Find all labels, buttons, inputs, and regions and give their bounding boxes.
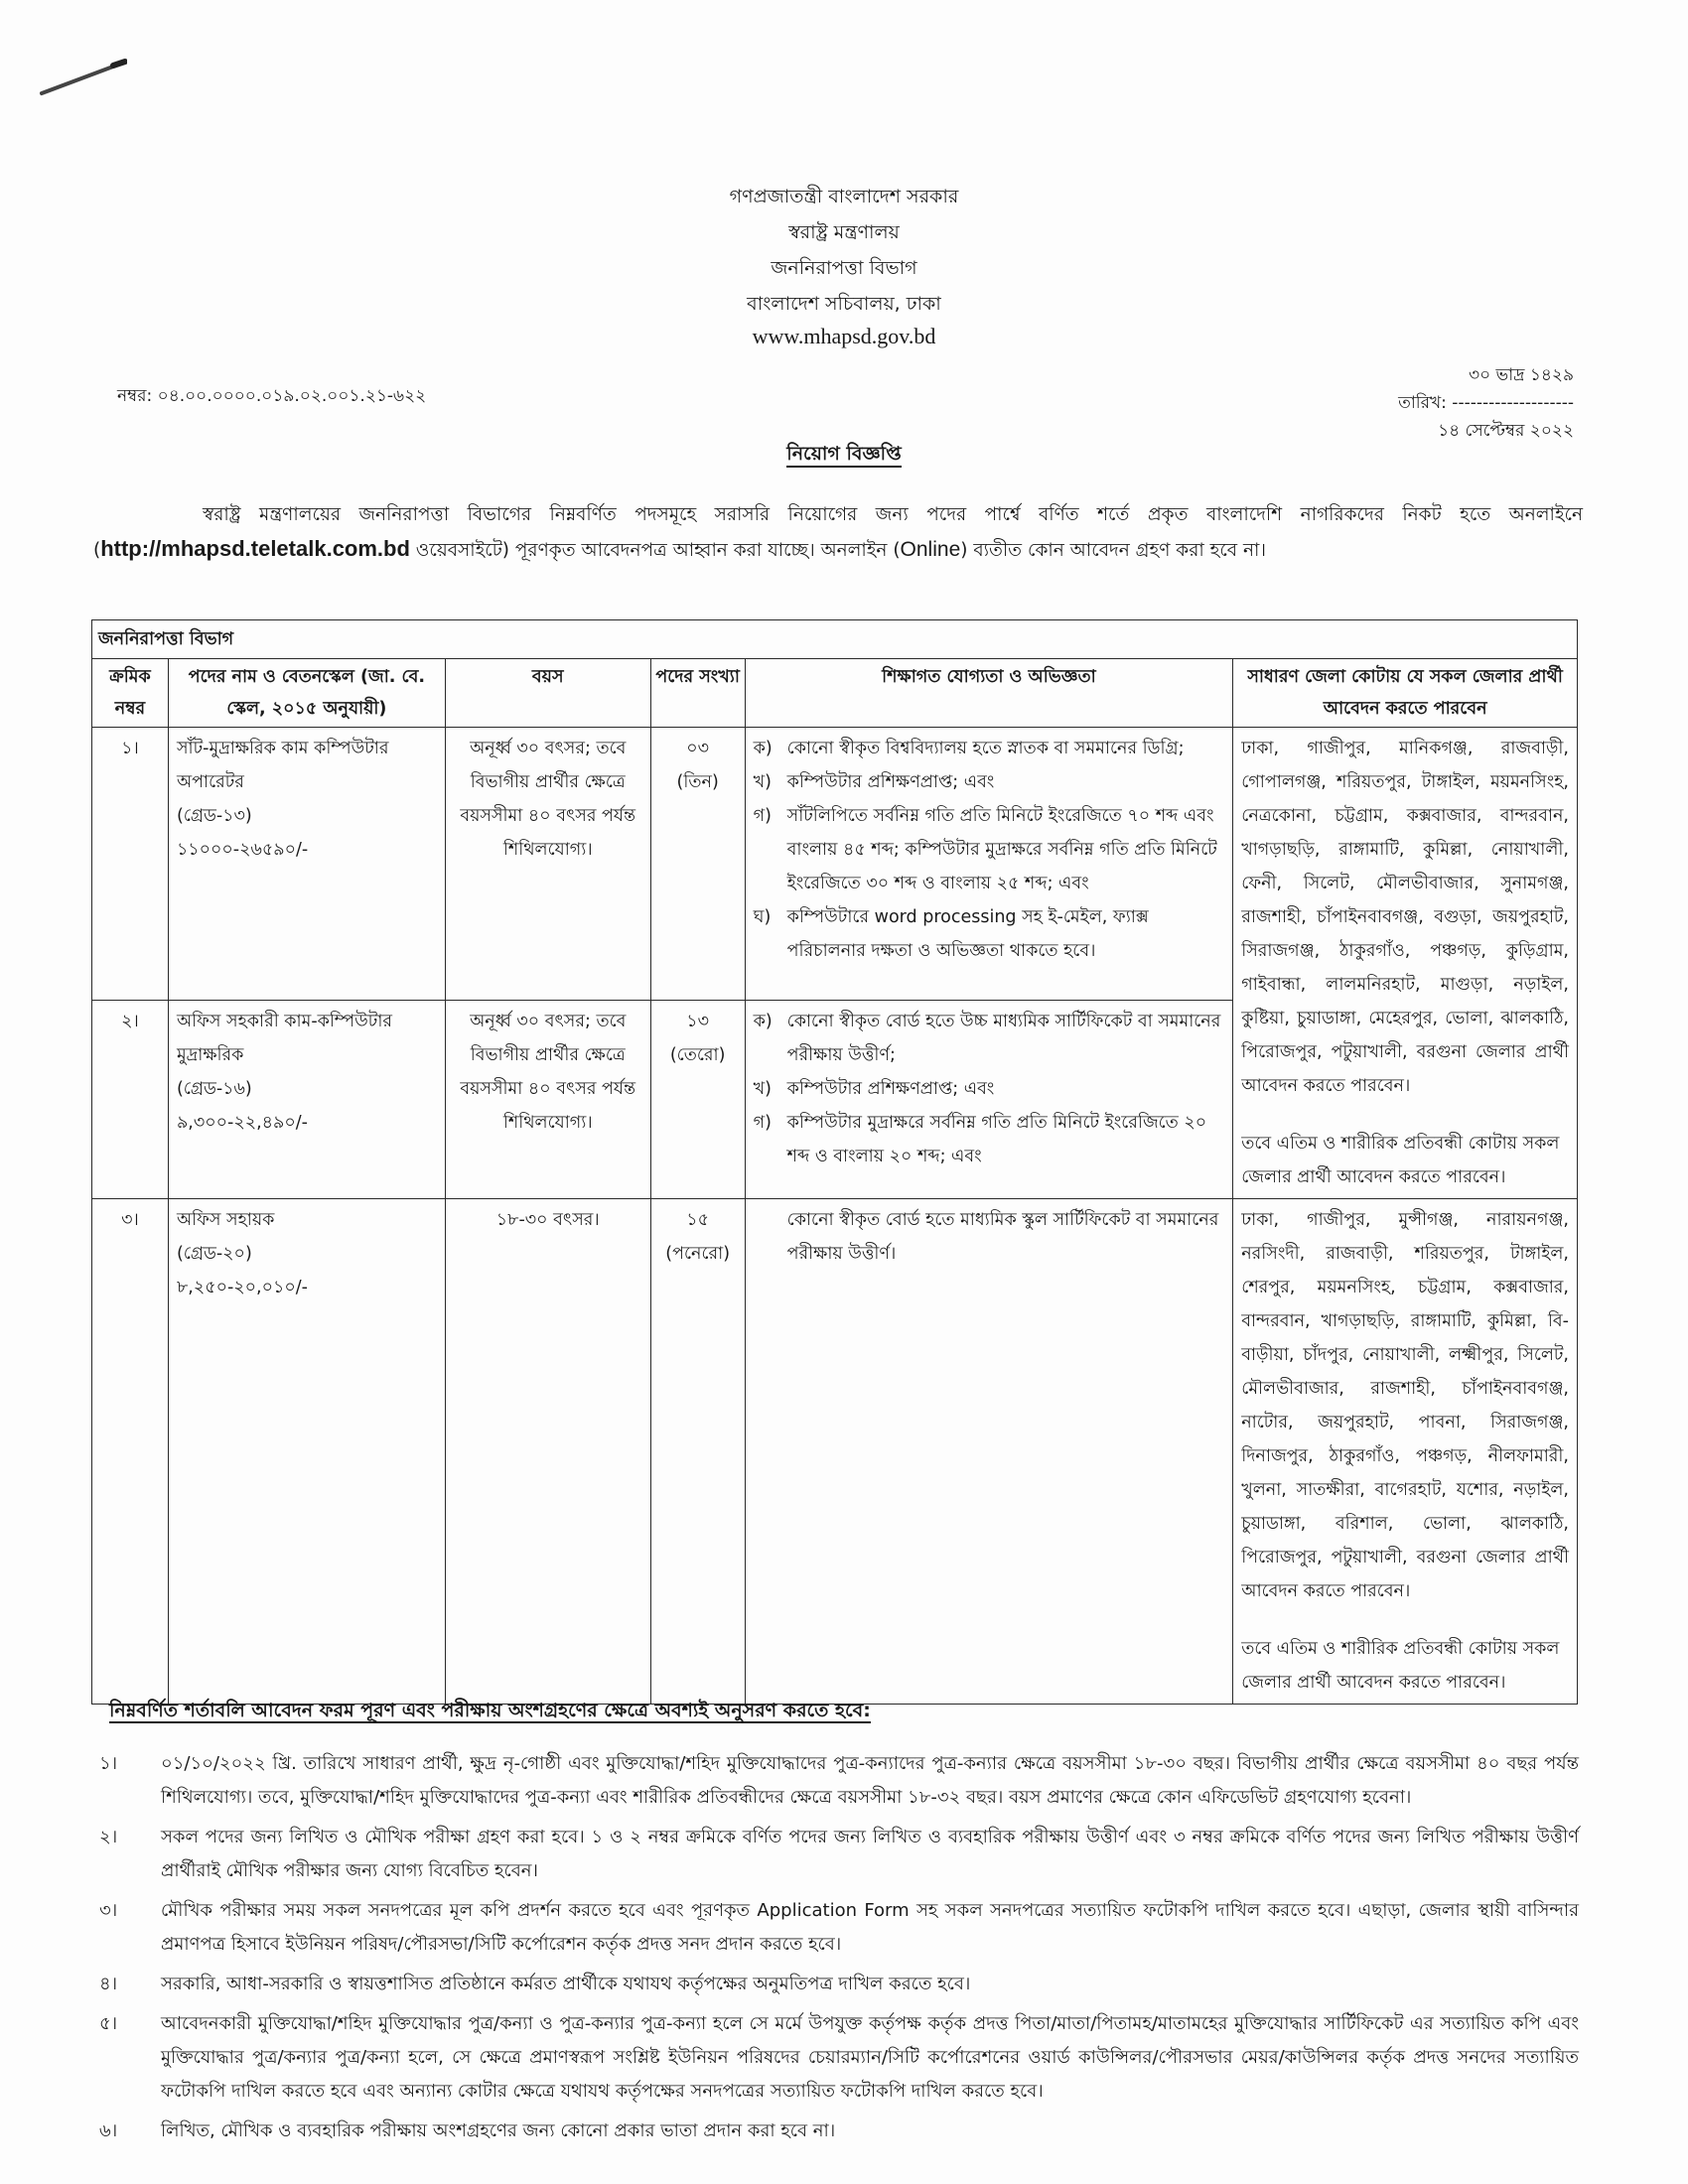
intro-paragraph bbox=[93, 498, 1583, 568]
post-cell bbox=[168, 1001, 445, 1199]
list-item bbox=[99, 1894, 1579, 1962]
education-item bbox=[754, 900, 1225, 968]
intro-part2: ওয়েবসাইটে) পূরণকৃত আবেদনপত্র আহ্বান করা যাচ্ছে। অনলাইন ( bbox=[409, 540, 901, 561]
item-text: কম্পিউটার মুদ্রাক্ষরে সর্বনিম্ন গতি প্রতি মিনিটে ইংরেজিতে ২০ শব্দ ও বাংলায় ২০ শব্দ; এবং bbox=[786, 1113, 1207, 1167]
date-block bbox=[1331, 361, 1574, 445]
post-count-words: (তিন) bbox=[676, 772, 719, 792]
table-header-row bbox=[92, 659, 1578, 728]
item-key: ক) bbox=[753, 739, 773, 758]
header-count: পদের সংখ্যা bbox=[650, 659, 745, 728]
item-key: গ) bbox=[753, 1113, 772, 1134]
item-text: মৌখিক পরীক্ষার সময় সকল সনদপত্রের মূল কপি প্রদর্শন করতে হবে এবং পূরণকৃত Application Form সহ সকল সনদপত্রের সত্যায়িত ফটোকপি দাখিল করতে হবে। এছাড়া, জেলার স্থায়ী বাসিন্দার প্রমাণপত্র হিসাবে ইউনিয়ন পরিষদ/পৌরসভা/সিটি কর্পোরেশন কর্তৃক প্রদত্ত সনদ প্রদান করতে হবে। bbox=[161, 1900, 1579, 1955]
department-row: জননিরাপত্তা বিভাগ bbox=[92, 620, 1578, 659]
age-cell: অনূর্ধ্ব ৩০ বৎসর; তবে বিভাগীয় প্রার্থীর ক্ষেত্রে বয়সসীমা ৪০ বৎসর পর্যন্ত শিথিলযোগ্য। bbox=[445, 728, 650, 1001]
notice-title-text: নিয়োগ বিজ্ঞপ্তি bbox=[786, 443, 901, 468]
header-post: পদের নাম ও বেতনস্কেল (জা. বে. স্কেল, ২০১৫ অনুযায়ী) bbox=[168, 659, 445, 728]
item-text: কম্পিউটারে word processing সহ ই-মেইল, ফ্যাক্স পরিচালনার দক্ষতা ও অভিজ্ঞতা থাকতে হবে। bbox=[786, 907, 1149, 961]
conditions-heading-text: নিম্নবর্ণিত শর্তাবলি আবেদন ফরম পূরণ এবং পরীক্ষায় অংশগ্রহণের ক্ষেত্রে অবশ্যই অনুসরণ করতে হবে: bbox=[109, 1700, 871, 1721]
item-text: সাঁটলিপিতে সর্বনিম্ন গতি প্রতি মিনিটে ইংরেজিতে ৭০ শব্দ এবং বাংলায় ৪৫ শব্দ; কম্পিউটার মুদ্রাক্ষরে সর্বনিম্ন গতি প্রতি মিনিটে ইংরেজিতে ৩০ শব্দ ও বাংলায় ২৫ শব্দ; এবং bbox=[786, 806, 1217, 893]
division-name: জননিরাপত্তা বিভাগ bbox=[771, 257, 917, 279]
row-serial: ৩। bbox=[92, 1199, 169, 1705]
districts-cell-a bbox=[1233, 728, 1578, 1199]
post-grade: (গ্রেড-১৬) bbox=[176, 1079, 252, 1100]
office-address: বাংলাদেশ সচিবালয়, ঢাকা bbox=[747, 293, 941, 315]
date-label: তারিখ: -------------------- bbox=[1398, 393, 1574, 413]
item-key: ক) bbox=[753, 1012, 773, 1032]
row-serial: ২। bbox=[92, 1001, 169, 1199]
table-row bbox=[92, 1199, 1578, 1705]
intro-part3: ) ব্যতীত কোন আবেদন গ্রহণ করা হবে না। bbox=[960, 540, 1266, 561]
header-serial: ক্রমিক নম্বর bbox=[92, 659, 169, 728]
item-text: কোনো স্বীকৃত বোর্ড হতে উচ্চ মাধ্যমিক সার্টিফিকেট বা সমমানের পরীক্ষায় উত্তীর্ণ; bbox=[786, 1012, 1221, 1066]
post-scale: ৯,৩০০-২২,৪৯০/- bbox=[176, 1113, 308, 1134]
item-text: কোনো স্বীকৃত বিশ্ববিদ্যালয় হতে স্নাতক বা সমমানের ডিগ্রি; bbox=[786, 739, 1185, 758]
list-item bbox=[99, 2007, 1579, 2109]
count-cell bbox=[650, 1199, 745, 1705]
item-key: গ) bbox=[753, 806, 772, 826]
post-grade: (গ্রেড-১৩) bbox=[176, 806, 252, 826]
education-cell bbox=[745, 1001, 1233, 1199]
post-scale: ১১০০০-২৬৫৯০/- bbox=[176, 840, 309, 860]
districts-list: ঢাকা, গাজীপুর, মুন্সীগঞ্জ, নারায়নগঞ্জ, নরসিংদী, রাজবাড়ী, শরিয়তপুর, টাঙ্গাইল, শেরপুর, ময়মনসিংহ, চট্টগ্রাম, কক্সবাজার, বান্দরবান, খাগড়াছড়ি, রাঙ্গামাটি, কুমিল্লা, বি-বাড়ীয়া, চাঁদপুর, নোয়াখালী, লক্ষ্মীপুর, সিলেট, মৌলভীবাজার, রাজশাহী, চাঁপাইনবাবগঞ্জ, নাটোর, জয়পুরহাট, পাবনা, সিরাজগঞ্জ, দিনাজপুর, ঠাকুরগাঁও, পঞ্চগড়, নীলফামারী, খুলনা, সাতক্ষীরা, বাগেরহাট, যশোর, নড়াইল, চুয়াডাঙ্গা, বরিশাল, ভোলা, ঝালকাঠি, পিরোজপুর, পটুয়াখালী, বরগুনা জেলার প্রার্থী আবেদন করতে পারবেন। bbox=[1241, 1210, 1569, 1601]
post-grade: (গ্রেড-২০) bbox=[176, 1244, 252, 1264]
list-item bbox=[99, 1821, 1579, 1888]
item-text: সরকারি, আধা-সরকারি ও স্বায়ত্তশাসিত প্রতিষ্ঠানে কর্মরত প্রার্থীকে যথাযথ কর্তৃপক্ষের অনুমতিপত্র দাখিল করতে হবে। bbox=[161, 1974, 971, 1994]
item-number: ৩। bbox=[99, 1900, 118, 1921]
education-item bbox=[754, 1106, 1225, 1173]
education-item bbox=[754, 799, 1225, 900]
ministry-name: স্বরাষ্ট্র মন্ত্রণালয় bbox=[788, 221, 900, 243]
pen-mark-decoration bbox=[38, 58, 127, 97]
education-item bbox=[754, 732, 1225, 765]
post-name: অফিস সহকারী কাম-কম্পিউটার মুদ্রাক্ষরিক bbox=[176, 1012, 393, 1066]
post-count: ১৩ bbox=[686, 1012, 710, 1032]
education-item bbox=[754, 765, 1225, 799]
intro-online: Online bbox=[900, 538, 961, 561]
memo-number: নম্বর: ০৪.০০.০০০০.০১৯.০২.০০১.২১-৬২২ bbox=[117, 386, 427, 406]
govt-name: গণপ্রজাতন্ত্রী বাংলাদেশ সরকার bbox=[729, 186, 959, 207]
item-text: কম্পিউটার প্রশিক্ষণপ্রাপ্ত; এবং bbox=[786, 1079, 995, 1100]
item-number: ২। bbox=[99, 1827, 118, 1847]
districts-note: তবে এতিম ও শারীরিক প্রতিবন্ধী কোটায় সকল জেলার প্রার্থী আবেদন করতে পারবেন। bbox=[1241, 1134, 1560, 1187]
post-scale: ৮,২৫০-২০,০১০/- bbox=[176, 1278, 308, 1297]
post-count-words: (তেরো) bbox=[669, 1045, 726, 1066]
education-item bbox=[754, 1072, 1225, 1106]
item-number: ৫। bbox=[99, 2013, 118, 2034]
vacancy-table bbox=[91, 619, 1578, 1705]
post-name: অফিস সহায়ক bbox=[176, 1210, 275, 1230]
website-link[interactable]: www.mhapsd.gov.bd bbox=[752, 324, 936, 348]
item-number: ৪। bbox=[99, 1974, 118, 1994]
item-text: লিখিত, মৌখিক ও ব্যবহারিক পরীক্ষায় অংশগ্রহণের জন্য কোনো প্রকার ভাতা প্রদান করা হবে না। bbox=[161, 2120, 836, 2141]
notice-title bbox=[0, 440, 1688, 472]
application-link[interactable]: http://mhapsd.teletalk.com.bd bbox=[100, 536, 410, 561]
count-cell bbox=[650, 728, 745, 1001]
item-text: আবেদনকারী মুক্তিযোদ্ধা/শহিদ মুক্তিযোদ্ধার পুত্র/কন্যা ও পুত্র-কন্যার পুত্র-কন্যা হলে সে মর্মে উপযুক্ত কর্তৃপক্ষ কর্তৃক প্রদত্ত পিতা/মাতা/পিতামহ/মাতামহের মুক্তিযোদ্ধার সার্টিফিকেট এর সত্যায়িত কপি এবং মুক্তিযোদ্ধার পুত্র/কন্যার পুত্র/কন্যা হলে, সে ক্ষেত্রে প্রমাণস্বরূপ সংশ্লিষ্ট ইউনিয়ন পরিষদের চেয়ারম্যান/সিটি কর্পোরেশনের ওয়ার্ড কাউন্সিলর/পৌরসভার মেয়র/কাউন্সিলর কর্তৃক প্রদত্ত সনদের সত্যায়িত ফটোকপি দাখিল করতে হবে এবং অন্যান্য কোটার ক্ষেত্রে যথাযথ কর্তৃপক্ষের সনদপত্রের সত্যায়িত ফটোকপি দাখিল করতে হবে। bbox=[161, 2013, 1579, 2102]
date-bangla: ৩০ ভাদ্র ১৪২৯ bbox=[1469, 365, 1574, 385]
row-serial: ১। bbox=[92, 728, 169, 1001]
education-text: কোনো স্বীকৃত বোর্ড হতে মাধ্যমিক স্কুল সার্টিফিকেট বা সমমানের পরীক্ষায় উত্তীর্ণ। bbox=[786, 1210, 1219, 1264]
table-row bbox=[92, 728, 1578, 1001]
post-cell bbox=[168, 1199, 445, 1705]
count-cell bbox=[650, 1001, 745, 1199]
conditions-heading bbox=[109, 1697, 871, 1728]
education-item bbox=[754, 1005, 1225, 1072]
intro-part1: স্বরাষ্ট্র মন্ত্রণালয়ের জননিরাপত্তা বিভাগের নিম্নবর্ণিত পদসমূহে সরাসরি নিয়োগের জন্য পদের পার্শ্বে বর্ণিত শর্তে প্রকৃত বাংলাদেশি নাগরিকদের নিকট হতে অনলাইনে ( bbox=[93, 504, 1583, 561]
item-number: ১। bbox=[99, 1753, 118, 1774]
age-cell: ১৮-৩০ বৎসর। bbox=[445, 1199, 650, 1705]
education-cell bbox=[745, 728, 1233, 1001]
age-cell: অনূর্ধ্ব ৩০ বৎসর; তবে বিভাগীয় প্রার্থীর ক্ষেত্রে বয়সসীমা ৪০ বৎসর পর্যন্ত শিথিলযোগ্য। bbox=[445, 1001, 650, 1199]
item-key: ঘ) bbox=[753, 907, 772, 927]
list-item bbox=[99, 2115, 1579, 2148]
item-key: খ) bbox=[753, 772, 772, 792]
education-cell bbox=[745, 1199, 1233, 1705]
post-name: সাঁট-মুদ্রাক্ষরিক কাম কম্পিউটার অপারেটর bbox=[176, 739, 389, 792]
header-age: বয়স bbox=[445, 659, 650, 728]
post-count-words: (পনেরো) bbox=[665, 1244, 731, 1264]
item-key: খ) bbox=[753, 1079, 772, 1100]
districts-cell-b bbox=[1233, 1199, 1578, 1705]
list-item bbox=[99, 1747, 1579, 1815]
districts-list: ঢাকা, গাজীপুর, মানিকগঞ্জ, রাজবাড়ী, গোপালগঞ্জ, শরিয়তপুর, টাঙ্গাইল, ময়মনসিংহ, নেত্রকোনা, চট্টগ্রাম, কক্সবাজার, বান্দরবান, খাগড়াছড়ি, রাঙ্গামাটি, কুমিল্লা, নোয়াখালী, ফেনী, সিলেট, মৌলভীবাজার, সুনামগঞ্জ, রাজশাহী, চাঁপাইনবাবগঞ্জ, বগুড়া, জয়পুরহাট, সিরাজগঞ্জ, ঠাকুরগাঁও, পঞ্চগড়, কুড়িগ্রাম, গাইবান্ধা, লালমনিরহাট, মাগুড়া, নড়াইল, কুষ্টিয়া, চুয়াডাঙ্গা, মেহেরপুর, ভোলা, ঝালকাঠি, পিরোজপুর, পটুয়াখালী, বরগুনা জেলার প্রার্থী আবেদন করতে পারবেন। bbox=[1241, 739, 1569, 1096]
post-count: ১৫ bbox=[686, 1210, 710, 1230]
districts-note: তবে এতিম ও শারীরিক প্রতিবন্ধী কোটায় সকল জেলার প্রার্থী আবেদন করতে পারবেন। bbox=[1241, 1639, 1560, 1693]
item-text: ০১/১০/২০২২ খ্রি. তারিখে সাধারণ প্রার্থী, ক্ষুদ্র নৃ-গোষ্ঠী এবং মুক্তিযোদ্ধা/শহিদ মুক্তিযোদ্ধাদের পুত্র-কন্যাদের পুত্র-কন্যার ক্ষেত্রে বয়সসীমা ১৮-৩০ বছর। বিভাগীয় প্রার্থীর ক্ষেত্রে বয়সসীমা ৪০ বছর পর্যন্ত শিথিলযোগ্য। তবে, মুক্তিযোদ্ধা/শহিদ মুক্তিযোদ্ধাদের পুত্র-কন্যা এবং শারীরিক প্রতিবন্ধীদের ক্ষেত্রে বয়সসীমা ১৮-৩২ বছর। বয়স প্রমাণের ক্ষেত্রে কোন এফিডেভিট গ্রহণযোগ্য হবেনা। bbox=[161, 1753, 1579, 1808]
item-text: সকল পদের জন্য লিখিত ও মৌখিক পরীক্ষা গ্রহণ করা হবে। ১ ও ২ নম্বর ক্রমিকে বর্ণিত পদের জন্য লিখিত ও ব্যবহারিক পরীক্ষায় উত্তীর্ণ এবং ৩ নম্বর ক্রমিকে বর্ণিত পদের জন্য লিখিত পরীক্ষায় উত্তীর্ণ প্রার্থীরাই মৌখিক পরীক্ষার জন্য যোগ্য বিবেচিত হবেন। bbox=[161, 1827, 1579, 1881]
date-english: ১৪ সেপ্টেম্বর ২০২২ bbox=[1438, 421, 1574, 441]
header-districts: সাধারণ জেলা কোটায় যে সকল জেলার প্রার্থী আবেদন করতে পারবেন bbox=[1233, 659, 1578, 728]
item-text: কম্পিউটার প্রশিক্ষণপ্রাপ্ত; এবং bbox=[786, 772, 995, 792]
conditions-list bbox=[99, 1747, 1579, 2154]
header-education: শিক্ষাগত যোগ্যতা ও অভিজ্ঞতা bbox=[745, 659, 1233, 728]
post-count: ০৩ bbox=[686, 739, 710, 758]
post-cell bbox=[168, 728, 445, 1001]
list-item bbox=[99, 1968, 1579, 2001]
item-number: ৬। bbox=[99, 2120, 118, 2141]
